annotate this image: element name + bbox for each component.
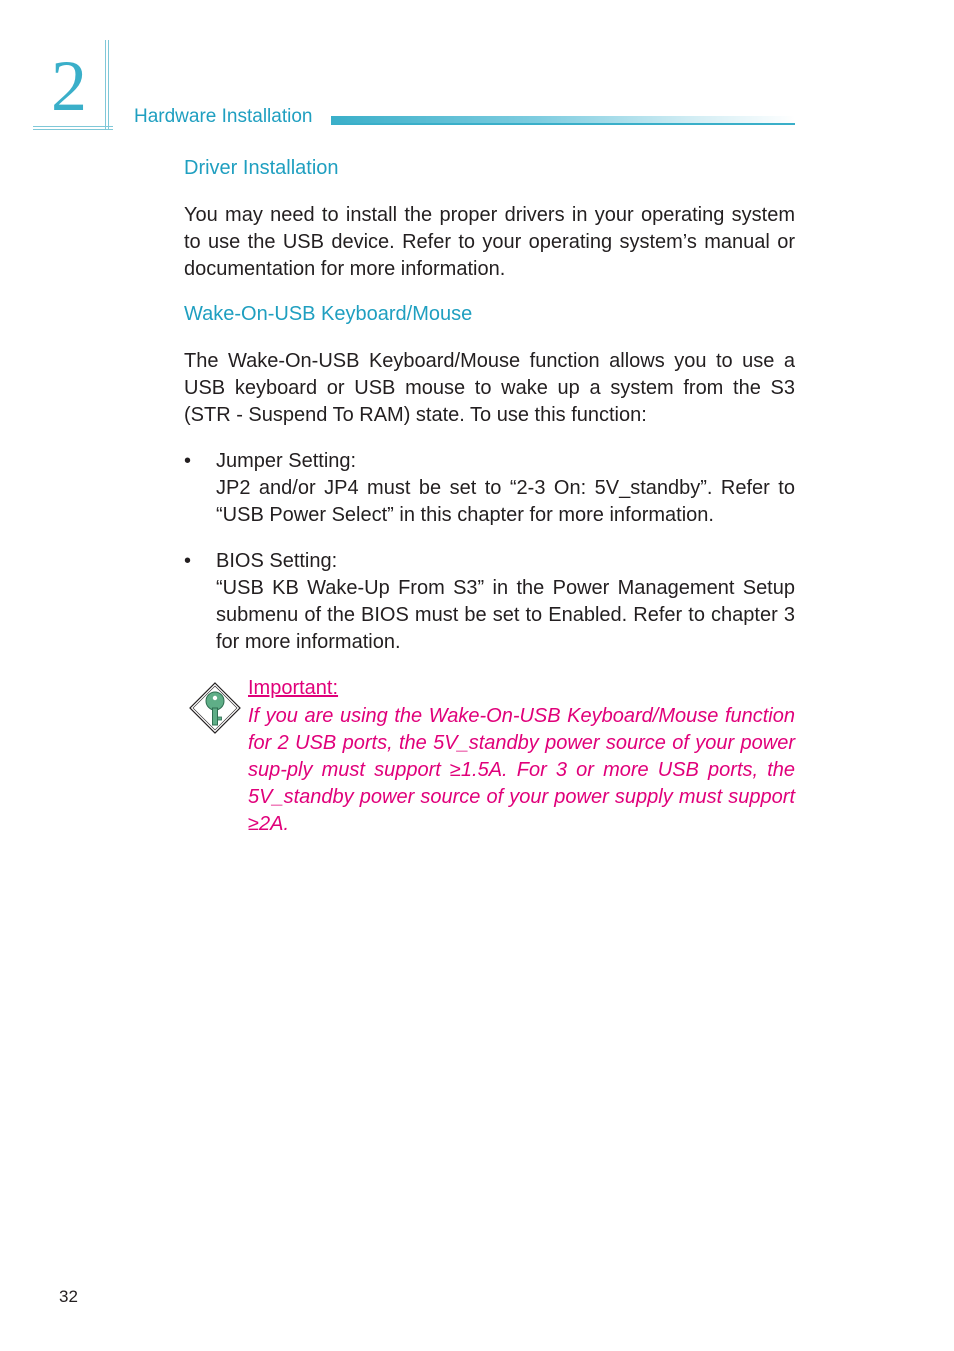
bullet-marker: •: [184, 450, 192, 472]
jumper-setting-label: Jumper Setting:: [216, 450, 357, 472]
wake-on-usb-heading: Wake-On-USB Keyboard/Mouse: [184, 303, 473, 325]
chapter-vertical-rule: [105, 40, 109, 130]
wake-on-usb-paragraph: The Wake-On-USB Keyboard/Mouse function allows you to use a USB keyboard or USB mouse to wake up a system from the S3 (STR - Suspend To RAM) state. To use this function:: [184, 350, 795, 426]
running-header-title: Hardware Installation: [134, 106, 313, 127]
bullet-marker: •: [184, 550, 192, 572]
important-note-text: If you are using the Wake-On-USB Keyboard/Mouse function for 2 USB ports, the 5V_standby power source of your power sup-ply must support ≥1.5A. For 3 or more USB ports, the 5V_standby power source of your power supply must support ≥2A.: [248, 705, 795, 835]
page-number: 32: [59, 1287, 78, 1306]
chapter-marker: [33, 40, 115, 134]
important-label: Important:: [248, 677, 339, 699]
chapter-horizontal-rule: [33, 126, 113, 130]
driver-installation-heading: Driver Installation: [184, 157, 339, 179]
jumper-setting-text: JP2 and/or JP4 must be set to “2-3 On: 5V_standby”. Refer to “USB Power Select” in this chapter for more information.: [216, 477, 795, 526]
driver-installation-paragraph: You may need to install the proper drivers in your operating system to use the USB device. Refer to your operating system’s manual or documentation for more information.: [184, 204, 795, 280]
key-icon: [188, 681, 242, 735]
header-rule: [331, 123, 795, 125]
bios-setting-label: BIOS Setting:: [216, 550, 338, 572]
bios-setting-text: “USB KB Wake-Up From S3” in the Power Management Setup submenu of the BIOS must be set to Enabled. Refer to chapter 3 for more information.: [216, 577, 795, 653]
chapter-number: 2: [51, 46, 87, 126]
